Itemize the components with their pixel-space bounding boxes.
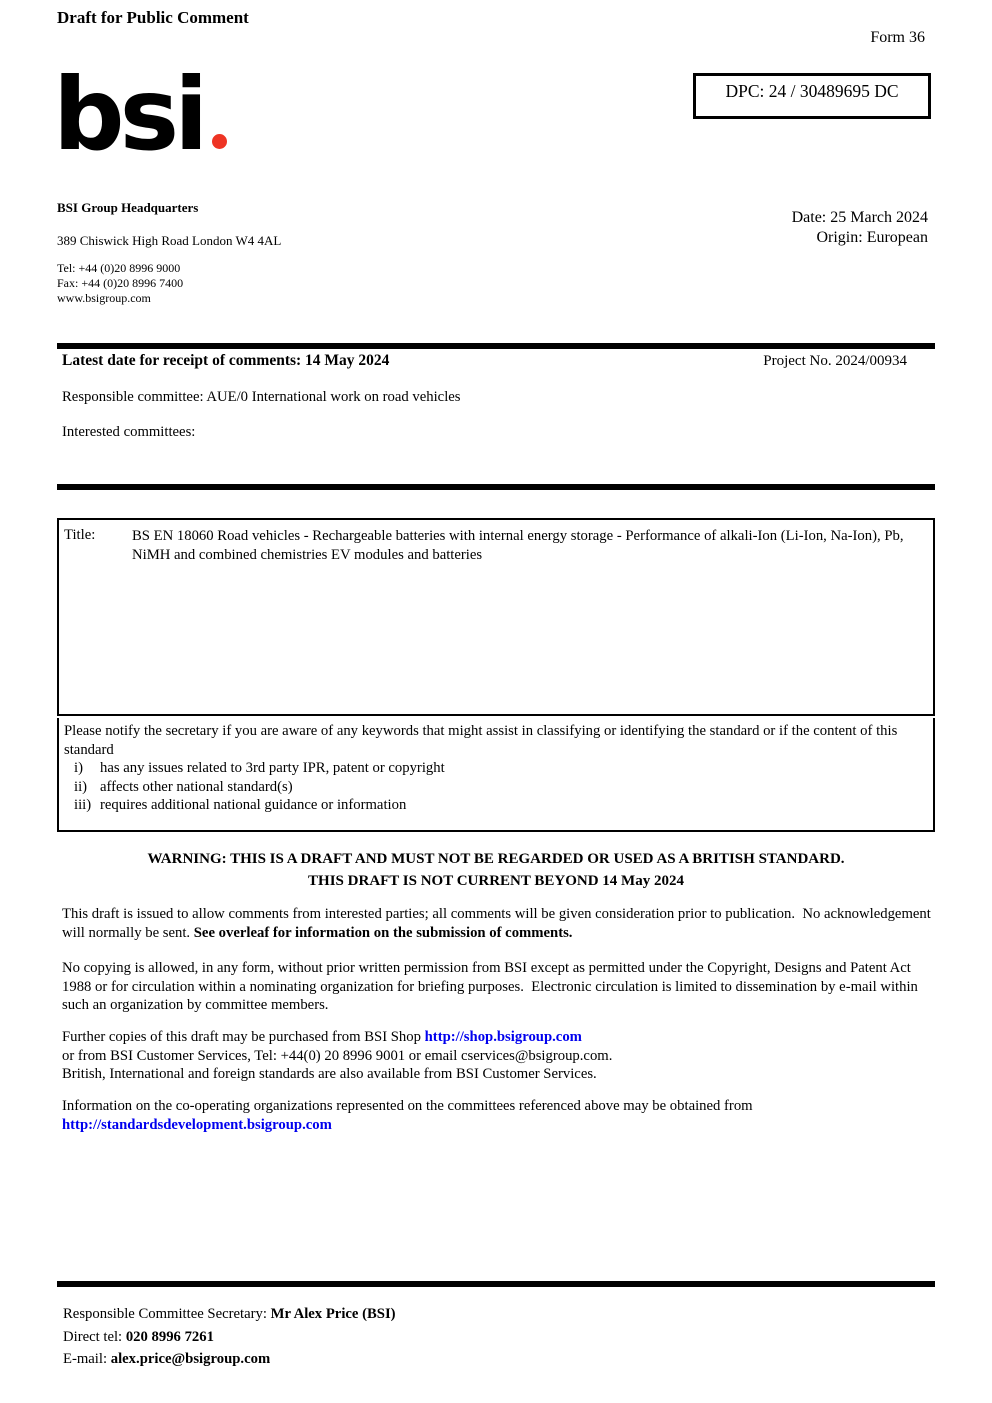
notify-item-1-text: has any issues related to 3rd party IPR, patent or copyright: [100, 760, 445, 776]
warning-line-2: THIS DRAFT IS NOT CURRENT BEYOND 14 May 2024: [308, 873, 684, 889]
info-line: Information on the co-operating organizations represented on the committees referenced above may be obtained from: [62, 1098, 753, 1114]
form-number: Form 36: [870, 29, 925, 46]
date-origin-block: [792, 208, 928, 248]
responsible-committee: Responsible committee: AUE/0 International work on road vehicles: [62, 389, 461, 405]
date-line: Date: 25 March 2024: [791, 209, 928, 226]
dpc-reference: DPC: 24 / 30489695 DC: [725, 81, 899, 101]
notify-item-1: [64, 759, 927, 778]
contact-block: [57, 261, 183, 306]
issue-paragraph: [62, 905, 935, 942]
copying-paragraph: No copying is allowed, in any form, without prior written permission from BSI except as permitted under the Copyright, Designs and Patent Act 1988 or for circulation within a nominating organization for briefing purposes. Electronic circulation is limited to dissemination by e-mail within such an organization by committee members.: [62, 960, 922, 1013]
comments-deadline-row: [62, 352, 935, 370]
divider-bar-top: [57, 343, 935, 349]
notify-item-3-marker: iii): [74, 797, 92, 813]
notify-item-3: [64, 796, 927, 815]
keywords-notify-box: [57, 718, 935, 832]
warning-line-1: WARNING: THIS IS A DRAFT AND MUST NOT BE REGARDED OR USED AS A BRITISH STANDARD.: [147, 851, 845, 867]
latest-date-label: Latest date for receipt of comments: 14 May 2024: [62, 352, 390, 369]
notify-item-2-marker: ii): [74, 778, 88, 795]
notify-item-3-text: requires additional national guidance or information: [100, 797, 407, 813]
interested-committees: Interested committees:: [62, 424, 196, 440]
hq-address: 389 Chiswick High Road London W4 4AL: [57, 233, 282, 248]
standard-title: BS EN 18060 Road vehicles - Rechargeable batteries with internal energy storage - Performance of alkali-Ion (Li-Ion, Na-Ion), Pb, NiMH and combined chemistries EV modules and batteries: [132, 528, 908, 563]
email-label: E-mail:: [63, 1351, 111, 1367]
issue-paragraph-text: This draft is issued to allow comments from interested parties; all comments will be given consideration prior to publication. No acknowledgement will normally be sent.: [62, 906, 935, 941]
notify-item-1-marker: i): [74, 760, 83, 776]
project-number: Project No. 2024/00934: [763, 353, 907, 369]
info-paragraph: [62, 1097, 935, 1134]
tel-line: Tel: +44 (0)20 8996 9000: [57, 261, 181, 275]
fax-line: Fax: +44 (0)20 8996 7400: [57, 276, 184, 290]
notify-item-2: [64, 778, 927, 797]
title-label: Title:: [64, 527, 96, 543]
notify-intro: Please notify the secretary if you are aware of any keywords that might assist in classifying or identifying the standard or if the content of this standard: [64, 723, 901, 758]
bsi-logo: [53, 56, 227, 173]
issue-paragraph-bold: See overleaf for information on the submission of comments.: [193, 924, 573, 941]
bsi-shop-link[interactable]: http://shop.bsigroup.com: [424, 1029, 582, 1045]
standards-development-link[interactable]: http://standardsdevelopment.bsigroup.com: [62, 1116, 332, 1133]
origin-line: Origin: European: [816, 229, 928, 246]
direct-tel-label: Direct tel:: [63, 1328, 126, 1345]
website-line: www.bsigroup.com: [57, 291, 151, 305]
purchase-paragraph: [62, 1028, 935, 1084]
divider-bar-middle: [57, 484, 935, 490]
title-box: [57, 518, 935, 716]
notify-item-2-text: affects other national standard(s): [100, 778, 293, 795]
purchase-prefix: Further copies of this draft may be purchased from BSI Shop: [62, 1029, 425, 1045]
page-title: Draft for Public Comment: [57, 8, 249, 27]
hq-label: BSI Group Headquarters: [57, 200, 199, 215]
purchase-line-3: British, International and foreign standards are also available from BSI Customer Services.: [62, 1066, 597, 1082]
secretary-line: [63, 1303, 396, 1326]
email-value: alex.price@bsigroup.com: [110, 1351, 271, 1367]
secretary-label: Responsible Committee Secretary:: [63, 1306, 271, 1322]
bsi-logo-dot-icon: [212, 134, 227, 149]
direct-tel-value: 020 8996 7261: [125, 1328, 214, 1345]
email-line: [63, 1348, 396, 1371]
warning-notice: [57, 848, 935, 892]
purchase-line-2: or from BSI Customer Services, Tel: +44(0) 20 8996 9001 or email cservices@bsigroup.com.: [62, 1047, 613, 1064]
secretary-name: Mr Alex Price (BSI): [270, 1306, 396, 1322]
direct-tel-line: [63, 1326, 396, 1349]
bsi-logo-text: bsi: [53, 56, 204, 173]
dpc-reference-box: [693, 73, 931, 119]
secretary-footer: [63, 1303, 396, 1371]
divider-bar-bottom: [57, 1281, 935, 1287]
